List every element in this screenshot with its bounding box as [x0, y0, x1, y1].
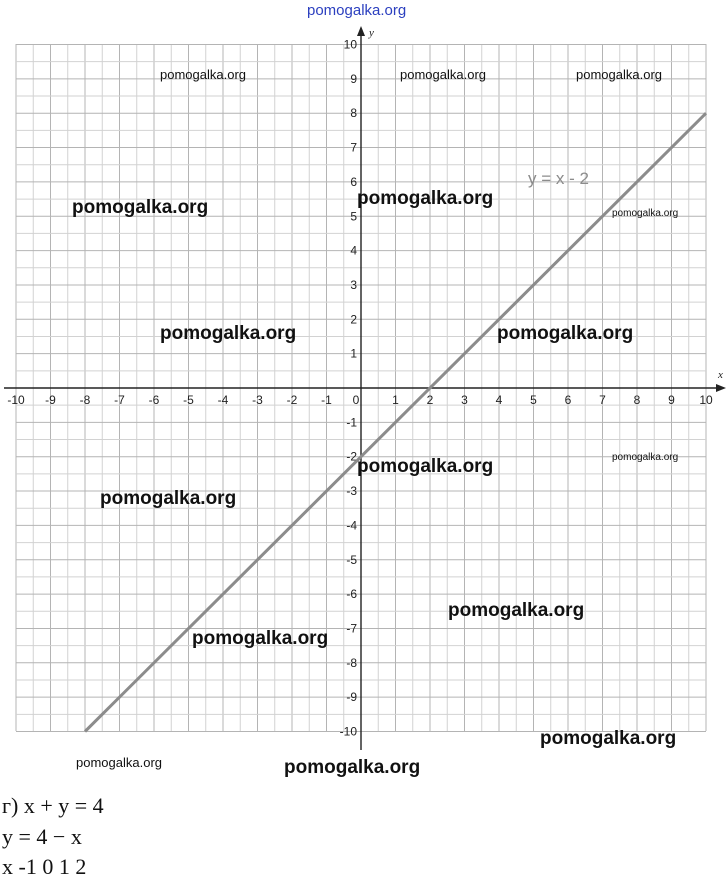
y-tick-label: -9: [346, 690, 357, 705]
y-tick-label: 7: [350, 140, 357, 155]
x-tick-label: 0: [352, 393, 360, 407]
watermark: pomogalka.org: [284, 757, 421, 778]
watermark: pomogalka.org: [160, 323, 297, 344]
watermark: pomogalka.org: [540, 728, 677, 749]
watermark: pomogalka.org: [612, 208, 679, 219]
series-label: y = x - 2: [528, 169, 589, 188]
y-tick-label: -6: [346, 587, 357, 602]
watermark: pomogalka.org: [357, 188, 494, 209]
watermark: pomogalka.org: [160, 67, 246, 82]
x-tick-label: 3: [461, 393, 468, 407]
x-tick-label: 4: [495, 393, 503, 407]
y-tick-label: -10: [339, 724, 357, 739]
x-axis-label: x: [718, 369, 723, 381]
y-tick-label: -5: [346, 552, 357, 567]
x-tick-label: -9: [45, 393, 56, 407]
y-axis-arrow: [357, 26, 365, 36]
y-tick-label: 9: [350, 71, 357, 86]
watermark: pomogalka.org: [100, 488, 237, 509]
watermark: pomogalka.org: [448, 600, 585, 621]
x-axis-arrow: [716, 384, 726, 392]
y-tick-label: 6: [350, 174, 357, 189]
x-tick-label: -6: [148, 393, 160, 407]
watermark: pomogalka.org: [400, 67, 486, 82]
x-tick-label: 2: [426, 393, 434, 407]
x-tick-label: 5: [530, 393, 537, 407]
y-tick-label: -3: [346, 484, 357, 499]
table-row-x: x -1 0 1 2: [2, 854, 87, 879]
y-tick-label: -1: [346, 415, 357, 430]
watermark: pomogalka.org: [497, 323, 634, 344]
x-tick-label: 9: [668, 393, 675, 407]
watermark: pomogalka.org: [192, 628, 329, 649]
x-tick-label: -3: [252, 393, 263, 407]
y-tick-label: 4: [350, 243, 357, 258]
x-tick-label: -10: [7, 393, 25, 407]
x-tick-label: 6: [564, 393, 572, 407]
x-tick-label: -8: [79, 393, 91, 407]
watermark: pomogalka.org: [612, 452, 679, 463]
y-tick-label: 8: [350, 106, 357, 121]
y-tick-label: -8: [346, 655, 357, 670]
x-tick-label: 7: [599, 393, 606, 407]
x-tick-label: -7: [114, 393, 125, 407]
y-tick-label: 1: [350, 346, 357, 361]
y-tick-label: 10: [343, 37, 357, 52]
equation-line-1: г) x + y = 4: [2, 793, 104, 818]
x-tick-label: -1: [321, 393, 332, 407]
y-tick-label: 3: [350, 277, 357, 292]
watermark-top: pomogalka.org: [307, 2, 407, 19]
y-axis-label: y: [369, 27, 374, 39]
x-tick-label: 10: [699, 393, 713, 407]
watermark: pomogalka.org: [76, 755, 162, 770]
y-tick-label: 2: [350, 312, 357, 327]
x-tick-label: -5: [183, 393, 194, 407]
watermark: pomogalka.org: [576, 67, 662, 82]
x-tick-label: -2: [286, 393, 298, 407]
y-tick-label: 5: [350, 209, 357, 224]
x-tick-label: 1: [392, 393, 399, 407]
equation-line-2: y = 4 − x: [2, 824, 82, 849]
watermark: pomogalka.org: [72, 197, 209, 218]
watermark: pomogalka.org: [357, 456, 494, 477]
x-tick-label: 8: [633, 393, 641, 407]
y-tick-label: -2: [346, 449, 357, 464]
x-tick-label: -4: [217, 393, 229, 407]
y-tick-label: -4: [346, 518, 357, 533]
y-tick-label: -7: [346, 621, 357, 636]
